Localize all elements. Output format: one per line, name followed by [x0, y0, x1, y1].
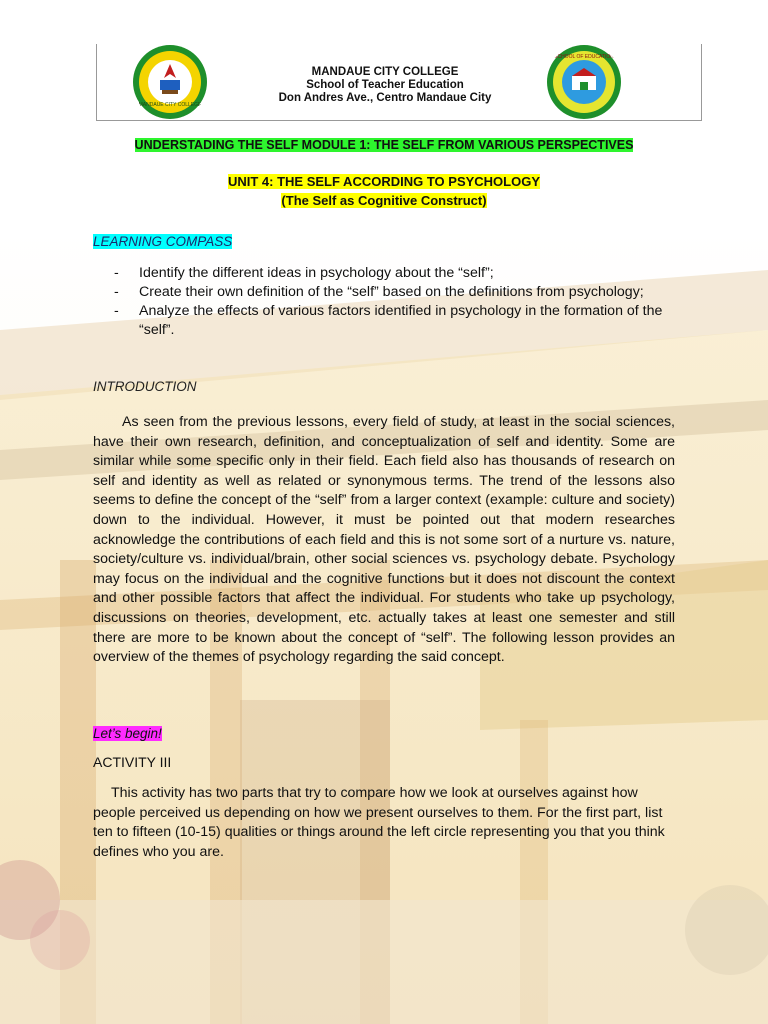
- unit-subtitle-text: (The Self as Cognitive Construct): [281, 193, 487, 208]
- introduction-label: INTRODUCTION: [93, 379, 197, 394]
- mandaue-city-college-logo: [132, 44, 208, 120]
- unit-title: [0, 172, 768, 210]
- college-address: Don Andres Ave., Centro Mandaue City: [278, 92, 492, 104]
- college-header: [250, 66, 520, 105]
- activity-label: ACTIVITY III: [93, 754, 172, 770]
- list-item: - Analyze the effects of various factors identified in psychology in the formation of the “self”.: [112, 302, 672, 340]
- college-name: MANDAUE CITY COLLEGE: [311, 66, 459, 78]
- unit-title-text: UNIT 4: THE SELF ACCORDING TO PSYCHOLOGY: [227, 174, 541, 189]
- learning-compass-list: [112, 264, 672, 340]
- right-logo-text: SCHOOL OF EDUCATION: [554, 54, 614, 60]
- introduction-paragraph: As seen from the previous lessons, every field of study, at least in the social sciences, have their own research, definition, and conceptualization of self and identity. Some are similar while some specific only in their field. Each field also has thousands of research on self and identity as well as related or synonymous terms. The trend of the lessons also seems to define the concept of the “self” from a larger context (example: culture and society) down to the individual. However, it must be pointed out that modern researches acknowledge the contributions of each field and this is not some sort of a nurture vs. nature, society/culture vs. individual/brain, other social sciences vs. psychology debate. Psychology may focus on the individual and the cognitive functions but it does not discount the context and other possible factors that affect the individual. For students who take up psychology, discussions on theories, development, etc. actually takes at least one semester and still there are more to be known about the concept of “self”. The following lesson provides an overview of the themes of psychology regarding the said concept.: [93, 414, 675, 666]
- module-title: [0, 138, 768, 152]
- learning-compass-label: LEARNING COMPASS: [93, 234, 233, 249]
- list-item: - Identify the different ideas in psychology about the “self”;: [112, 264, 672, 283]
- school-of-education-logo: [546, 44, 622, 120]
- lets-begin-label: Let’s begin!: [93, 726, 162, 741]
- activity-paragraph: This activity has two parts that try to compare how we look at ourselves against how people perceived us depending on how we present ourselves to them. For the first part, list ten to fifteen (10-15) qualities or things around the left circle representing you that you think defines who you are.: [93, 785, 665, 860]
- list-item: - Create their own definition of the “self” based on the definitions from psychology;: [112, 283, 672, 302]
- left-logo-text: MANDAUE CITY COLLEGE: [138, 102, 202, 108]
- module-title-text: UNDERSTADING THE SELF MODULE 1: THE SELF FROM VARIOUS PERSPECTIVES: [134, 138, 634, 152]
- school-name: School of Teacher Education: [306, 79, 464, 91]
